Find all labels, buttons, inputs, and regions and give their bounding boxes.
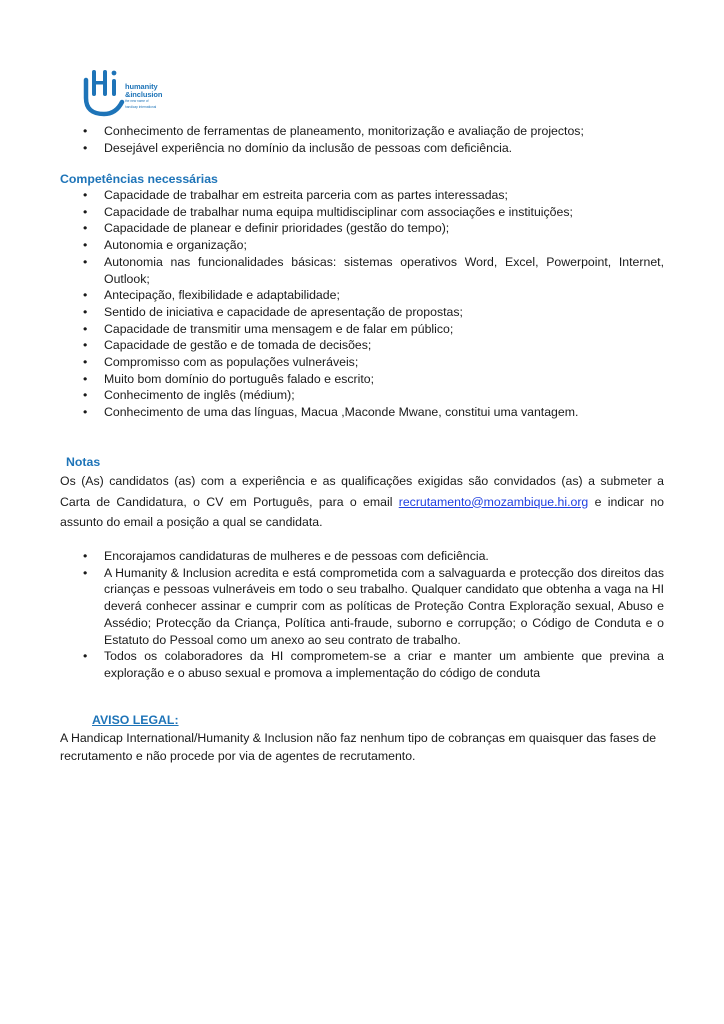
list-item: • Conhecimento de uma das línguas, Macua ,Maconde Mwane, constitui uma vantagem. (83, 405, 579, 420)
bullet-icon: • (83, 204, 88, 219)
bullet-icon: • (83, 304, 88, 319)
notas-section (60, 453, 664, 533)
list-item: • Todos os colaboradores da HI comprometem-se a criar e manter um ambiente que previna a exploração e o abuso sexual e promova a implementação do código de conduta (83, 649, 664, 680)
list-item: • Autonomia nas funcionalidades básicas: sistemas operativos Word, Excel, Powerpoint, Internet, Outlook; (83, 254, 664, 286)
bullet-icon: • (83, 188, 88, 202)
bullet-icon: • (83, 124, 88, 138)
bullet-icon: • (83, 338, 88, 353)
bullet-icon: • (83, 254, 88, 269)
bullet-icon: • (83, 321, 88, 336)
bullet-icon: • (83, 565, 88, 580)
list-item: • Muito bom domínio do português falado e escrito; (83, 371, 375, 386)
logo-tagline2: handicap international (125, 104, 157, 109)
list-item: • Capacidade de transmitir uma mensagem e de falar em público; (83, 321, 454, 336)
list-item: • Desejável experiência no domínio da inclusão de pessoas com deficiência. (83, 140, 513, 155)
email-link[interactable]: recrutamento@mozambique.hi.org (398, 494, 589, 509)
list-item: • Autonomia e organização; (83, 238, 247, 253)
bullet-icon: • (83, 238, 88, 253)
aviso-section (60, 712, 664, 765)
list-item: • Capacidade de trabalhar numa equipa multidisciplinar com associações e instituições; (83, 204, 573, 219)
logo-tagline1: the new name of (125, 99, 149, 103)
bullet-icon: • (83, 288, 88, 303)
list-item: • A Humanity & Inclusion acredita e está comprometida com a salvaguarda e protecção dos direitos das crianças e pessoas vulneráveis em todo o seu trabalho. Qualquer candidato que obtenha a vaga na HI deverá conhecer assinar e cumprir com as políticas de Proteção Contra Exploração sexual, Abuso e Assédio; Protecção da Criança, Política anti-fraude, suborno e corrupção; o Código de Conduta e o Estatuto do Pessoal como um anexo ao seu contrato de trabalho. (83, 565, 664, 647)
bullet-icon: • (83, 388, 88, 403)
list-item: • Capacidade de gestão e de tomada de decisões; (83, 338, 372, 353)
bullet-icon: • (83, 549, 88, 563)
bullet-icon: • (83, 140, 88, 155)
bullet-icon: • (83, 371, 88, 386)
list-item: • Conhecimento de inglês (médium); (83, 388, 295, 403)
list-item: • Conhecimento de ferramentas de planeamento, monitorização e avaliação de projectos; (83, 124, 584, 138)
aviso-heading: AVISO LEGAL: (92, 713, 179, 727)
aviso-text: A Handicap International/Humanity & Inclusion não faz nenhum tipo de cobranças em quaisquer das fases de recrutamento e não procede por via de agentes de recrutamento. (60, 731, 657, 763)
competencias-section (60, 171, 664, 421)
list-item: • Sentido de iniciativa e capacidade de apresentação de propostas; (83, 304, 463, 319)
list-item: • Antecipação, flexibilidade e adaptabilidade; (83, 288, 340, 303)
logo-line2: &inclusion (125, 89, 163, 99)
requirements-continued (60, 123, 664, 156)
bullet-icon: • (83, 405, 88, 420)
notas-list (60, 548, 664, 682)
bullet-icon: • (83, 355, 88, 370)
list-item: • Capacidade de planear e definir prioridades (gestão do tempo); (83, 221, 450, 236)
bullet-icon: • (83, 221, 88, 236)
list-item: • Capacidade de trabalhar em estreita parceria com as partes interessadas; (83, 188, 508, 202)
notas-paragraph: Os (As) candidatos (as) com a experiência e as qualificações exigidas são convidados (as) a submeter a Carta de Candidatura, o CV em Português, para o email recrutamento@mozambique.hi.org e indicar no assunto do email a posição a qual se candidata. (60, 474, 664, 529)
logo-line1: humanity (125, 82, 158, 91)
notas-heading: Notas (66, 455, 101, 469)
competencias-heading: Competências necessárias (60, 172, 218, 186)
list-item: • Compromisso com as populações vulneráveis; (83, 355, 359, 370)
list-item: • Encorajamos candidaturas de mulheres e de pessoas com deficiência. (83, 549, 489, 563)
logo-wordmark (125, 83, 162, 109)
bullet-icon: • (83, 649, 88, 664)
